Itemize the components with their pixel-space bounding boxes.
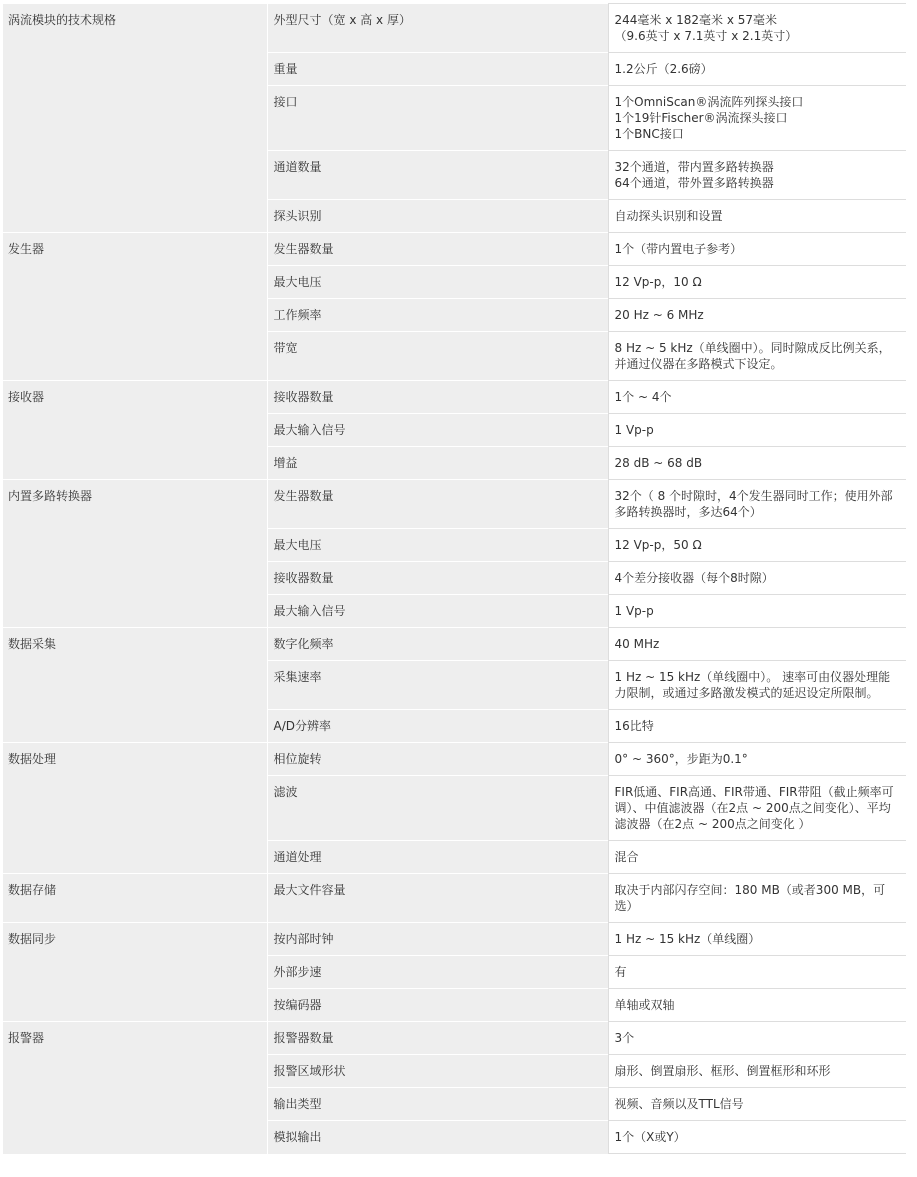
value-line: 0° ~ 360°，步距为0.1° [614, 752, 748, 766]
value-line: （9.6英寸 x 7.1英寸 x 2.1英寸） [614, 29, 798, 43]
parameter-cell: 最大电压 [267, 266, 608, 299]
value-cell [608, 661, 906, 710]
parameter-cell: 采集速率 [267, 661, 608, 710]
category-cell: 数据同步 [3, 923, 267, 1022]
parameter-cell: 接收器数量 [267, 381, 608, 414]
parameter-cell: 最大电压 [267, 529, 608, 562]
value-line: 单轴或双轴 [614, 998, 675, 1012]
value-cell [608, 1022, 906, 1055]
value-cell [608, 447, 906, 480]
parameter-cell: 通道数量 [267, 151, 608, 200]
parameter-cell: 外部步速 [267, 956, 608, 989]
parameter-cell: 最大文件容量 [267, 874, 608, 923]
value-cell [608, 743, 906, 776]
parameter-cell: 输出类型 [267, 1088, 608, 1121]
value-line: 1个OmniScan®涡流阵列探头接口 [614, 95, 804, 109]
parameter-cell: 滤波 [267, 776, 608, 841]
category-cell: 内置多路转换器 [3, 480, 267, 628]
value-line: FIR低通、FIR高通、FIR带通、FIR带阻（截止频率可调）、中值滤波器（在2点 ~ 200点之间变化）、平均滤波器（在2点 ~ 200点之间变化 ） [614, 785, 894, 831]
category-cell: 涡流模块的技术规格 [3, 4, 267, 233]
parameter-cell: 通道处理 [267, 841, 608, 874]
spec-table-body [3, 4, 906, 1154]
value-cell [608, 414, 906, 447]
value-line: 1个19针Fischer®涡流探头接口 [614, 111, 788, 125]
value-cell [608, 841, 906, 874]
parameter-cell: 接收器数量 [267, 562, 608, 595]
value-line: 3个 [614, 1031, 635, 1045]
parameter-cell: 探头识别 [267, 200, 608, 233]
category-cell: 数据处理 [3, 743, 267, 874]
category-cell: 数据采集 [3, 628, 267, 743]
table-row [3, 4, 906, 53]
parameter-cell: A/D分辨率 [267, 710, 608, 743]
value-line: 12 Vp-p，10 Ω [614, 275, 702, 289]
parameter-cell: 外型尺寸（宽 x 高 x 厚） [267, 4, 608, 53]
value-line: 32个（ 8 个时隙时，4个发生器同时工作；使用外部多路转换器时，多达64个） [614, 489, 893, 519]
value-cell [608, 562, 906, 595]
value-line: 8 Hz ~ 5 kHz（单线圈中）。同时隙成反比例关系，并通过仪器在多路模式下设定。 [614, 341, 891, 371]
value-cell [608, 299, 906, 332]
value-cell [608, 266, 906, 299]
value-line: 40 MHz [614, 637, 660, 651]
value-cell [608, 4, 906, 53]
parameter-cell: 带宽 [267, 332, 608, 381]
parameter-cell: 重量 [267, 53, 608, 86]
parameter-cell: 报警区域形状 [267, 1055, 608, 1088]
value-line: 244毫米 x 182毫米 x 57毫米 [614, 13, 778, 27]
table-row [3, 1022, 906, 1055]
value-line: 扇形、倒置扇形、框形、倒置框形和环形 [614, 1064, 831, 1078]
value-line: 12 Vp-p，50 Ω [614, 538, 702, 552]
value-line: 自动探头识别和设置 [614, 209, 723, 223]
value-cell [608, 86, 906, 151]
parameter-cell: 模拟输出 [267, 1121, 608, 1154]
category-cell: 接收器 [3, 381, 267, 480]
value-line: 有 [614, 965, 627, 979]
parameter-cell: 接口 [267, 86, 608, 151]
value-line: 1 Vp-p [614, 423, 654, 437]
value-cell [608, 595, 906, 628]
parameter-cell: 按编码器 [267, 989, 608, 1022]
value-line: 1个 ~ 4个 [614, 390, 672, 404]
value-cell [608, 233, 906, 266]
value-line: 混合 [614, 850, 639, 864]
value-line: 16比特 [614, 719, 654, 733]
value-line: 4个差分接收器（每个8时隙） [614, 571, 774, 585]
value-line: 1 Hz ~ 15 kHz（单线圈中）。 速率可由仪器处理能力限制，或通过多路激发模式的延迟设定所限制。 [614, 670, 891, 700]
value-line: 64个通道，带外置多路转换器 [614, 176, 774, 190]
value-cell [608, 480, 906, 529]
parameter-cell: 最大输入信号 [267, 595, 608, 628]
value-cell [608, 874, 906, 923]
value-cell [608, 332, 906, 381]
value-line: 32个通道，带内置多路转换器 [614, 160, 774, 174]
parameter-cell: 增益 [267, 447, 608, 480]
value-line: 取决于内部闪存空间：180 MB（或者300 MB，可选） [614, 883, 886, 913]
category-cell: 报警器 [3, 1022, 267, 1154]
table-row [3, 381, 906, 414]
value-line: 20 Hz ~ 6 MHz [614, 308, 704, 322]
value-cell [608, 1055, 906, 1088]
value-line: 1个（X或Y） [614, 1130, 686, 1144]
value-cell [608, 989, 906, 1022]
value-cell [608, 381, 906, 414]
value-cell [608, 1121, 906, 1154]
parameter-cell: 发生器数量 [267, 480, 608, 529]
value-cell [608, 923, 906, 956]
value-line: 1个（带内置电子参考） [614, 242, 743, 256]
value-line: 视频、音频以及TTL信号 [614, 1097, 744, 1111]
value-cell [608, 628, 906, 661]
value-cell [608, 53, 906, 86]
parameter-cell: 最大输入信号 [267, 414, 608, 447]
category-cell: 数据存储 [3, 874, 267, 923]
table-row [3, 923, 906, 956]
value-cell [608, 529, 906, 562]
value-cell [608, 710, 906, 743]
parameter-cell: 报警器数量 [267, 1022, 608, 1055]
table-row [3, 233, 906, 266]
table-row [3, 874, 906, 923]
parameter-cell: 数字化频率 [267, 628, 608, 661]
parameter-cell: 工作频率 [267, 299, 608, 332]
table-row [3, 628, 906, 661]
value-cell [608, 956, 906, 989]
parameter-cell: 发生器数量 [267, 233, 608, 266]
table-row [3, 480, 906, 529]
value-line: 1.2公斤（2.6磅） [614, 62, 713, 76]
parameter-cell: 按内部时钟 [267, 923, 608, 956]
category-cell: 发生器 [3, 233, 267, 381]
value-cell [608, 776, 906, 841]
value-cell [608, 151, 906, 200]
value-line: 1 Hz ~ 15 kHz（单线圈） [614, 932, 761, 946]
parameter-cell: 相位旋转 [267, 743, 608, 776]
value-line: 1个BNC接口 [614, 127, 684, 141]
table-row [3, 743, 906, 776]
value-line: 1 Vp-p [614, 604, 654, 618]
spec-table [3, 3, 906, 1154]
value-line: 28 dB ~ 68 dB [614, 456, 703, 470]
value-cell [608, 1088, 906, 1121]
value-cell [608, 200, 906, 233]
